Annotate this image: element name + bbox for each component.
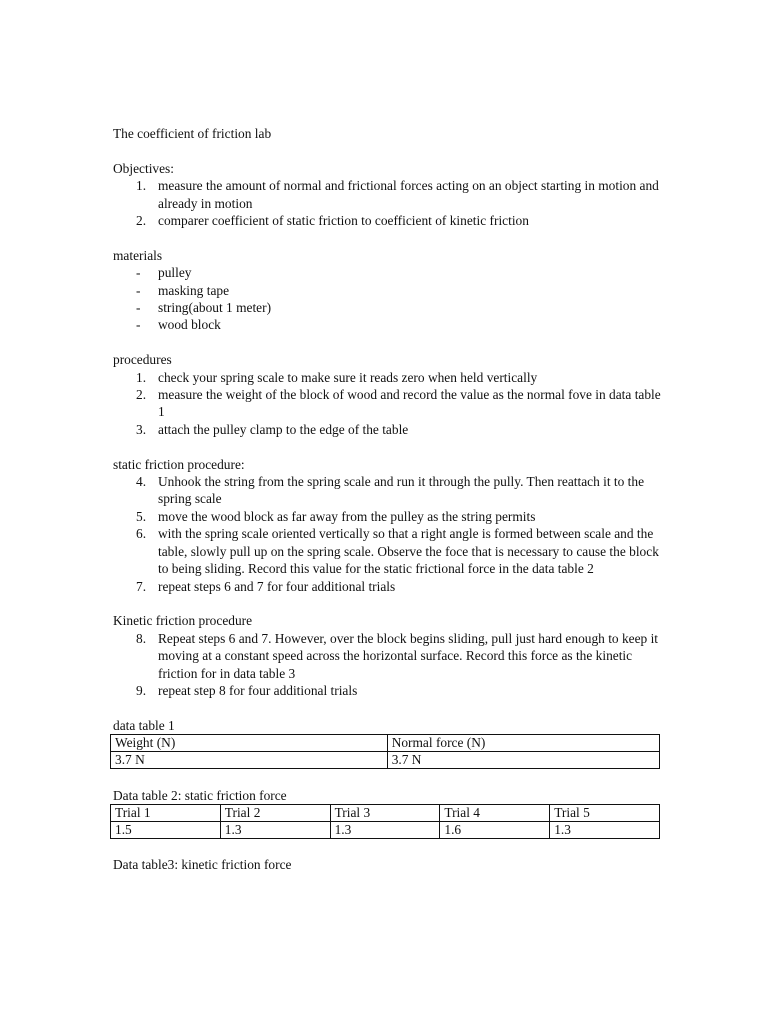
table-header-cell: Normal force (N)	[387, 735, 659, 752]
list-number: 1.	[136, 178, 147, 194]
objectives-heading: Objectives:	[113, 160, 174, 176]
list-number: 8.	[136, 630, 147, 646]
objective-item	[113, 177, 673, 212]
material-item	[113, 264, 673, 281]
list-number: 2.	[136, 213, 147, 229]
procedure-item	[113, 525, 673, 577]
objectives-section	[113, 160, 673, 230]
procedure-text: check your spring scale to make sure it reads zero when held vertically	[158, 369, 538, 385]
document-page	[113, 125, 673, 874]
data-table-3-caption: Data table3: kinetic friction force	[113, 857, 292, 873]
list-number: 5.	[136, 508, 147, 524]
list-number: 6.	[136, 526, 147, 542]
material-text: string(about 1 meter)	[158, 300, 272, 316]
procedure-item	[113, 421, 673, 438]
dash-bullet: -	[136, 282, 141, 298]
materials-list	[113, 264, 673, 334]
table-row	[111, 752, 660, 769]
procedure-text: Unhook the string from the spring scale and run it through the pully. Then reattach it to the spring scale	[158, 474, 645, 507]
list-number: 4.	[136, 474, 147, 490]
data-table-2-caption: Data table 2: static friction force	[113, 787, 287, 803]
data-table-1-caption: data table 1	[113, 717, 175, 733]
procedure-text: measure the weight of the block of wood and record the value as the normal fove in data table 1	[158, 387, 661, 420]
procedure-text: attach the pulley clamp to the edge of the table	[158, 421, 409, 437]
procedure-item	[113, 682, 673, 699]
dash-bullet: -	[136, 265, 141, 281]
table-cell: 3.7 N	[111, 752, 388, 769]
list-number: 2.	[136, 387, 147, 403]
dash-bullet: -	[136, 317, 141, 333]
objectives-list	[113, 177, 673, 229]
procedure-text: repeat step 8 for four additional trials	[158, 682, 358, 698]
list-number: 3.	[136, 421, 147, 437]
table-header-cell: Trial 5	[550, 804, 660, 821]
data-table-2	[110, 804, 660, 839]
objective-text: measure the amount of normal and frictional forces acting on an object starting in motion and already in motion	[158, 178, 659, 211]
list-number: 7.	[136, 578, 147, 594]
material-text: pulley	[158, 265, 192, 281]
procedure-text: move the wood block as far away from the pulley as the string permits	[158, 508, 536, 524]
procedures-section	[113, 351, 673, 438]
procedure-text: repeat steps 6 and 7 for four additional trials	[158, 578, 396, 594]
material-text: masking tape	[158, 282, 230, 298]
procedure-item	[113, 630, 673, 682]
material-item	[113, 316, 673, 333]
procedure-item	[113, 473, 673, 508]
table-row	[111, 821, 660, 838]
list-number: 1.	[136, 369, 147, 385]
table-header-cell: Weight (N)	[111, 735, 388, 752]
data-table-2-section	[113, 787, 673, 839]
dash-bullet: -	[136, 300, 141, 316]
objective-text: comparer coefficient of static friction to coefficient of kinetic friction	[158, 213, 529, 229]
material-item	[113, 282, 673, 299]
table-header-cell: Trial 3	[330, 804, 440, 821]
kinetic-procedure-heading: Kinetic friction procedure	[113, 613, 253, 629]
procedure-item	[113, 369, 673, 386]
document-title: The coefficient of friction lab	[113, 126, 272, 141]
objective-item	[113, 212, 673, 229]
materials-section	[113, 247, 673, 334]
table-cell: 1.6	[440, 821, 550, 838]
data-table-1-section	[113, 717, 673, 769]
table-header-row	[111, 735, 660, 752]
table-header-cell: Trial 4	[440, 804, 550, 821]
table-cell: 1.3	[220, 821, 330, 838]
table-cell: 1.3	[330, 821, 440, 838]
material-text: wood block	[158, 317, 221, 333]
static-procedure-list	[113, 473, 673, 595]
table-header-cell: Trial 2	[220, 804, 330, 821]
procedure-text: Repeat steps 6 and 7. However, over the block begins sliding, pull just hard enough to keep it moving at a constant speed across the horizontal surface. Record this force as the kinetic friction for in data table 3	[158, 630, 659, 681]
material-item	[113, 299, 673, 316]
table-header-cell: Trial 1	[111, 804, 221, 821]
static-procedure-heading: static friction procedure:	[113, 456, 245, 472]
table-cell: 3.7 N	[387, 752, 659, 769]
data-table-1	[110, 734, 660, 769]
procedure-item	[113, 386, 673, 421]
table-cell: 1.3	[550, 821, 660, 838]
procedure-item	[113, 578, 673, 595]
kinetic-procedure-list	[113, 630, 673, 700]
materials-heading: materials	[113, 247, 163, 263]
table-cell: 1.5	[111, 821, 221, 838]
static-procedure-section	[113, 456, 673, 595]
procedures-heading: procedures	[113, 352, 172, 368]
procedure-item	[113, 508, 673, 525]
table-header-row	[111, 804, 660, 821]
list-number: 9.	[136, 682, 147, 698]
procedures-list	[113, 369, 673, 439]
kinetic-procedure-section	[113, 612, 673, 699]
procedure-text: with the spring scale oriented vertically so that a right angle is formed between scale and the table, slowly pull up on the spring scale. Observe the foce that is necessary to cause the block to being sliding. Record this value for the static frictional force in the data table 2	[158, 526, 659, 577]
